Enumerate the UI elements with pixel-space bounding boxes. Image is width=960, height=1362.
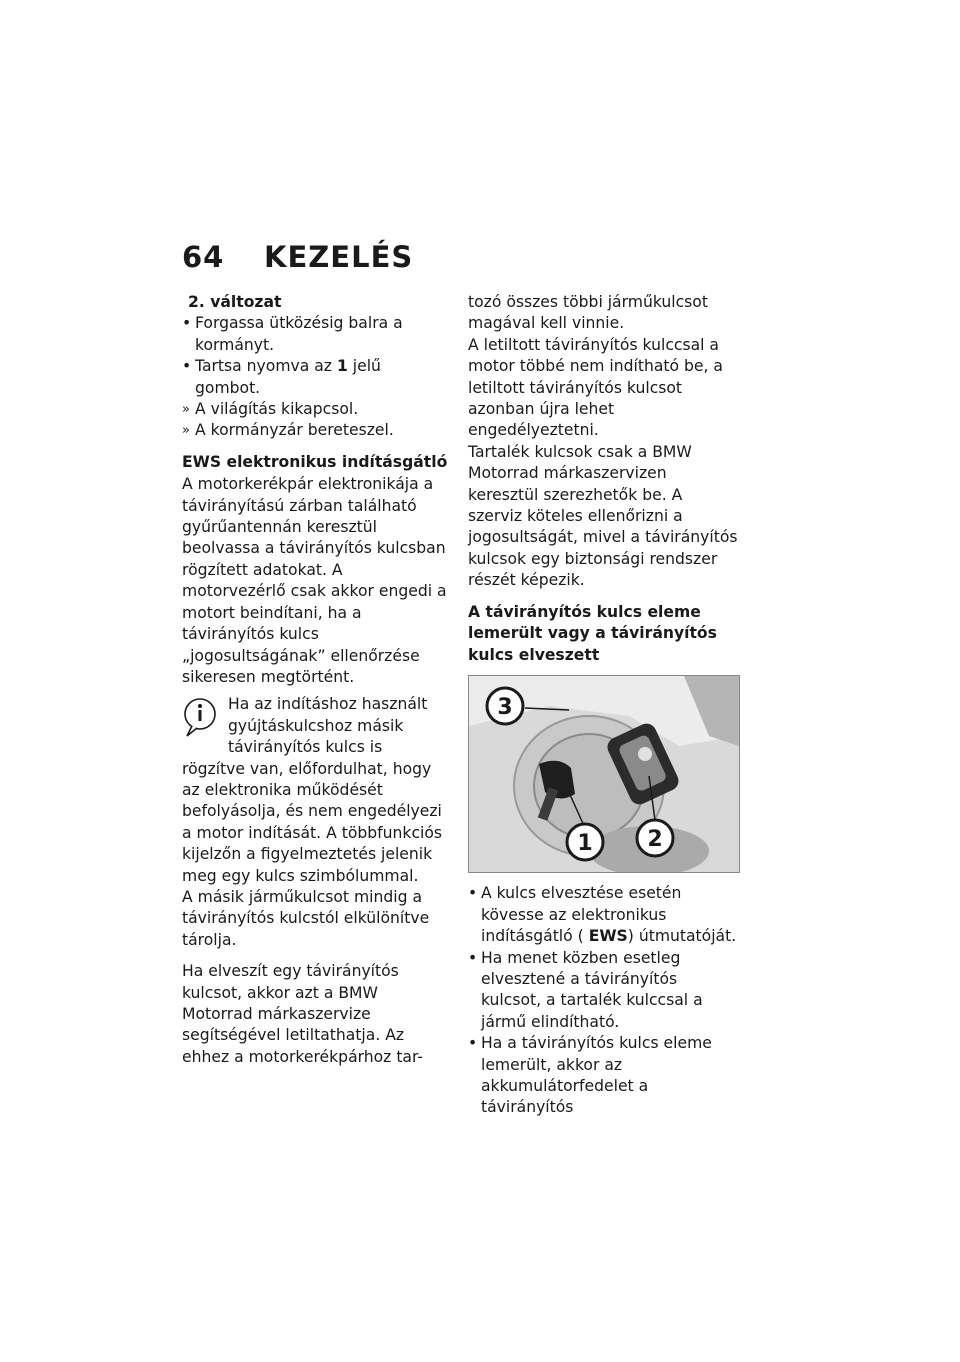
svg-text:2: 2	[647, 826, 663, 852]
battery-heading: A távirányítós kulcs eleme lemerült vagy a távirányítós kulcs elveszett	[468, 602, 717, 664]
page-header	[182, 240, 413, 274]
ews-heading: EWS elektronikus indításgátló	[182, 452, 448, 471]
step-text: jelű gombot.	[195, 357, 381, 397]
step-text: Tartsa nyomva az	[195, 357, 337, 376]
result-line: » A kormányzár bereteszel.	[182, 420, 448, 441]
spare-key-paragraph: Tartalék kulcsok csak a BMW Motorrad márkaszervizen keresztül szerezhetők be. A szerviz köteles ellenőrizni a jogosultságát, mivel a távirányítós kulcsok egy biztonsági rendszer részét képezik.	[468, 442, 738, 590]
section-title: KEZELÉS	[264, 240, 414, 274]
page-number: 64	[182, 240, 225, 274]
svg-text:3: 3	[497, 694, 513, 720]
svg-text:1: 1	[577, 830, 593, 856]
callout-2	[637, 820, 673, 856]
info-icon	[182, 696, 222, 738]
callout-ref: 1	[336, 357, 348, 376]
bullet-text: ) útmutatóját.	[627, 927, 737, 946]
info-note	[182, 694, 448, 951]
ignition-key-figure	[468, 675, 740, 873]
step-bullet: • Forgassa ütközésig balra a kormányt.	[182, 313, 448, 356]
result-line: » A világítás kikapcsol.	[182, 399, 448, 420]
instruction-bullet: • Ha a távirányítós kulcs eleme lemerült, akkor az akkumulátorfedelet a távirányítós	[468, 1033, 740, 1119]
info-paragraph: Ha az indításhoz használt gyújtáskulcshoz másik távirányítós kulcs is rögzítve van, előfordulhat, hogy az elektronika működését befolyásolja, és nem engedélyezi a motor indítását. A többfunkciós kijelzőn a figyelmeztetés jelenik meg egy kulcs szimbólummal.	[182, 695, 443, 885]
ews-ref: EWS	[588, 927, 628, 946]
callout-1	[567, 824, 603, 860]
continued-paragraph: tozó összes többi járműkulcsot magával kell vinnie.	[468, 293, 708, 333]
bullet-text: A kulcs elvesztése esetén kövesse az elektronikus indításgátló (	[481, 884, 682, 946]
instruction-bullet	[468, 883, 740, 947]
variant-heading: 2. változat	[188, 293, 282, 311]
instruction-bullet: • Ha menet közben esetleg elvesztené a távirányítós kulcsot, a tartalék kulccsal a jármű elindítható.	[468, 948, 740, 1034]
info-paragraph-2: A másik járműkulcsot mindig a távirányítós kulcstól elkülönítve tárolja.	[182, 887, 430, 949]
right-column	[468, 292, 740, 1119]
left-column	[182, 292, 448, 1068]
step-bullet	[182, 356, 448, 399]
blocked-key-paragraph: A letiltott távirányítós kulccsal a motor többé nem indítható be, a letiltott távirányítós kulcsot azonban újra lehet engedélyeztetni.	[468, 335, 723, 440]
lost-key-paragraph: Ha elveszít egy távirányítós kulcsot, akkor azt a BMW Motorrad márkaszervize segítségével letiltathatja. Az ehhez a motorkerékpárhoz tar-	[182, 962, 424, 1066]
callout-3	[487, 688, 523, 724]
ews-paragraph: A motorkerékpár elektronikája a távirányítású zárban található gyűrűantennán keresztül beolvassa a távirányítós kulcsban rögzített adatokat. A motorvezérlő csak akkor engedi a motort beindítani, ha a távirányítós kulcs „jogosultságának” ellenőrzése sikeresen megtörtént.	[182, 475, 447, 686]
